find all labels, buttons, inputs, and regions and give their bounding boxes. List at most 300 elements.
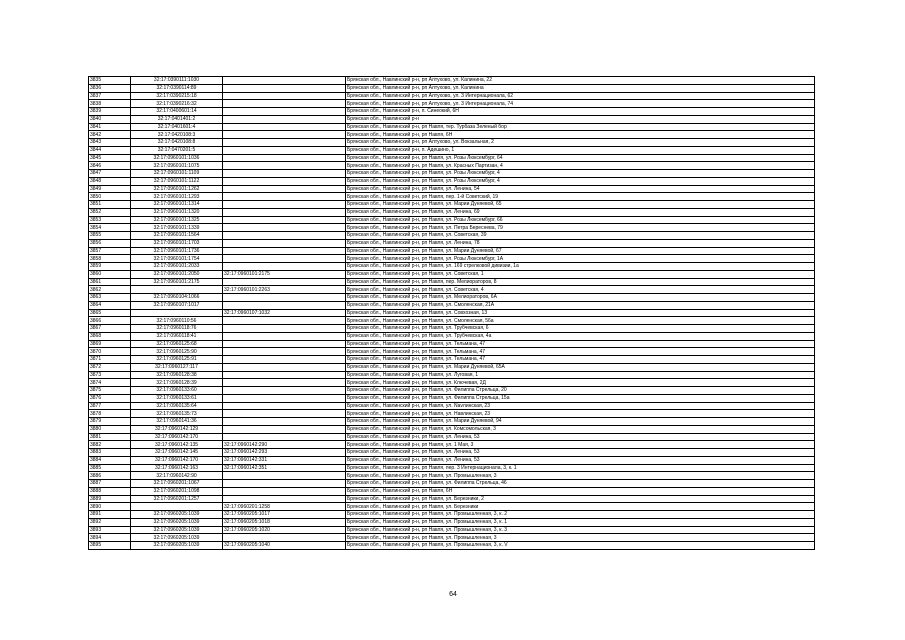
cadastral-number-cell: 32:17:0960101:2033 — [131, 263, 223, 271]
row-number-cell: 3855 — [89, 232, 131, 240]
table-row — [89, 162, 815, 170]
table-row — [89, 433, 815, 441]
related-cadastral-cell — [223, 146, 346, 154]
related-cadastral-cell — [223, 379, 346, 387]
table-row — [89, 301, 815, 309]
related-cadastral-cell: 32:17:0960205:1017 — [223, 511, 346, 519]
row-number-cell: 3884 — [89, 456, 131, 464]
related-cadastral-cell — [223, 162, 346, 170]
address-cell: Брянская обл., Навлинский р-н, рп Навля, ул. Марии Дуняевой, 67 — [346, 247, 815, 255]
address-cell: Брянская обл., Навлинский р-н, рп Навля, ул. Розы Люксембург, 4 — [346, 177, 815, 185]
address-cell: Брянская обл., Навлинский р-н, рп Навля, ул. Ленина, 54 — [346, 185, 815, 193]
cadastral-number-cell: 32:17:0960205:1039 — [131, 518, 223, 526]
cadastral-number-cell: 32:17:0960101:1339 — [131, 224, 223, 232]
cadastral-number-cell: 32:17:0960101:1325 — [131, 216, 223, 224]
related-cadastral-cell — [223, 534, 346, 542]
address-cell: Брянская обл., Навлинский р-н, п. Синеокий, 6Н — [346, 108, 815, 116]
cadastral-number-cell: 32:17:0960128:39 — [131, 379, 223, 387]
address-cell: Брянская обл., Навлинский р-н, рп Навля, ул. Филиппа Стрельца, 20 — [346, 387, 815, 395]
cadastral-number-cell: 32:17:0960125:91 — [131, 356, 223, 364]
cadastral-number-cell: 32:17:0960133:60 — [131, 387, 223, 395]
cadastral-number-cell: 32:17:0960101:1293 — [131, 193, 223, 201]
related-cadastral-cell — [223, 402, 346, 410]
cadastral-number-cell: 32:17:0960142:163 — [131, 464, 223, 472]
address-cell: Брянская обл., Навлинский р-н, рп Навля, ул. Совхозная, 13 — [346, 309, 815, 317]
address-cell: Брянская обл., Навлинский р-н, рп Алтухово, ул. 3 Интернационала, 62 — [346, 92, 815, 100]
cadastral-number-cell: 32:17:0960101:1036 — [131, 154, 223, 162]
related-cadastral-cell — [223, 239, 346, 247]
row-number-cell: 3881 — [89, 433, 131, 441]
row-number-cell: 3842 — [89, 131, 131, 139]
related-cadastral-cell — [223, 301, 346, 309]
cadastral-number-cell: 32:17:0960142:129 — [131, 425, 223, 433]
table-row — [89, 325, 815, 333]
cadastral-number-cell: 32:17:0390114:89 — [131, 84, 223, 92]
row-number-cell: 3885 — [89, 464, 131, 472]
row-number-cell: 3843 — [89, 139, 131, 147]
cadastral-number-cell: 32:17:0960128:38 — [131, 371, 223, 379]
address-cell: Брянская обл., Навлинский р-н, рп Алтухово, ул. Вокзальная, 2 — [346, 139, 815, 147]
row-number-cell: 3873 — [89, 371, 131, 379]
address-cell: Брянская обл., Навлинский р-н, рп Навля, ул. Тельмана, 47 — [346, 356, 815, 364]
related-cadastral-cell — [223, 294, 346, 302]
related-cadastral-cell — [223, 216, 346, 224]
address-cell: Брянская обл., Навлинский р-н, рп Навля, ул. Ключевая, 2Д — [346, 379, 815, 387]
row-number-cell: 3869 — [89, 340, 131, 348]
row-number-cell: 3888 — [89, 487, 131, 495]
related-cadastral-cell — [223, 263, 346, 271]
cadastral-number-cell: 32:17:0390215:18 — [131, 92, 223, 100]
cadastral-number-cell: 32:17:0470201:5 — [131, 146, 223, 154]
table-row — [89, 480, 815, 488]
row-number-cell: 3858 — [89, 255, 131, 263]
related-cadastral-cell — [223, 425, 346, 433]
related-cadastral-cell — [223, 348, 346, 356]
cadastral-number-cell: 32:17:0420108:3 — [131, 131, 223, 139]
cadastral-number-cell: 32:17:0960201:1067 — [131, 480, 223, 488]
related-cadastral-cell — [223, 131, 346, 139]
cadastral-number-cell — [131, 309, 223, 317]
related-cadastral-cell — [223, 340, 346, 348]
cadastral-number-cell: 32:17:0960101:1262 — [131, 185, 223, 193]
row-number-cell: 3876 — [89, 394, 131, 402]
table-row — [89, 464, 815, 472]
row-number-cell: 3865 — [89, 309, 131, 317]
cadastral-number-cell: 32:17:0960107:1017 — [131, 301, 223, 309]
address-cell: Брянская обл., Навлинский р-н, рп Навля, ул. Трубчевская, 6 — [346, 325, 815, 333]
related-cadastral-cell — [223, 387, 346, 395]
row-number-cell: 3863 — [89, 294, 131, 302]
cadastral-number-cell: 32:17:0420108:8 — [131, 139, 223, 147]
address-cell: Брянская обл., Навлинский р-н, рп Навля, пер. 3 Интернационала, 3, к. 1 — [346, 464, 815, 472]
related-cadastral-cell: 32:17:0960107:1032 — [223, 309, 346, 317]
cadastral-number-cell: 32:17:0960101:1075 — [131, 162, 223, 170]
row-number-cell: 3891 — [89, 511, 131, 519]
table-row — [89, 294, 815, 302]
table-row — [89, 418, 815, 426]
cadastral-number-cell: 32:17:0960135:73 — [131, 410, 223, 418]
cadastral-number-cell: 32:17:0400601:14 — [131, 108, 223, 116]
table-row — [89, 441, 815, 449]
table-body — [89, 77, 815, 550]
related-cadastral-cell — [223, 84, 346, 92]
table-row — [89, 154, 815, 162]
cadastral-number-cell: 32:17:0390111:1030 — [131, 77, 223, 85]
address-cell: Брянская обл., Навлинский р-н, рп Алтухово, ул. Калинина — [346, 84, 815, 92]
table-row — [89, 177, 815, 185]
table-row — [89, 425, 815, 433]
cadastral-number-cell: 32:17:0960101:1754 — [131, 255, 223, 263]
related-cadastral-cell — [223, 433, 346, 441]
related-cadastral-cell — [223, 224, 346, 232]
table-row — [89, 348, 815, 356]
related-cadastral-cell — [223, 154, 346, 162]
row-number-cell: 3868 — [89, 332, 131, 340]
related-cadastral-cell — [223, 232, 346, 240]
cadastral-number-cell: 32:17:0960142:145 — [131, 449, 223, 457]
cadastral-number-cell: 32:17:0960118:41 — [131, 332, 223, 340]
row-number-cell: 3835 — [89, 77, 131, 85]
related-cadastral-cell: 32:17:0960142:351 — [223, 464, 346, 472]
related-cadastral-cell — [223, 139, 346, 147]
address-cell: Брянская обл., Навлинский р-н, рп Навля, ул. Красных Партизан, 4 — [346, 162, 815, 170]
table-row — [89, 495, 815, 503]
address-cell: Брянская обл., Навлинский р-н, рп Навля, ул. Марии Дуняевой, 65А — [346, 363, 815, 371]
table-row — [89, 92, 815, 100]
table-row — [89, 216, 815, 224]
related-cadastral-cell — [223, 123, 346, 131]
table-row — [89, 286, 815, 294]
cadastral-number-cell: 32:17:0960205:1039 — [131, 511, 223, 519]
table-row — [89, 487, 815, 495]
address-cell: Брянская обл., Навлинский р-н, рп Алтухово, ул. Калинина, 22 — [346, 77, 815, 85]
table-row — [89, 503, 815, 511]
row-number-cell: 3878 — [89, 410, 131, 418]
row-number-cell: 3886 — [89, 472, 131, 480]
address-cell: Брянская обл., Навлинский р-н, рп Навля, ул. Филиппа Стрельца, 46 — [346, 480, 815, 488]
related-cadastral-cell — [223, 100, 346, 108]
address-cell: Брянская обл., Навлинский р-н, рп Навля, 6Н — [346, 131, 815, 139]
table-row — [89, 185, 815, 193]
table-row — [89, 201, 815, 209]
address-cell: Брянская обл., Навлинский р-н, рп Алтухово, ул. 3 Интернационала, 74 — [346, 100, 815, 108]
address-cell: Брянская обл., Навлинский р-н, рп Навля, ул. Советская, 4 — [346, 286, 815, 294]
related-cadastral-cell — [223, 371, 346, 379]
row-number-cell: 3877 — [89, 402, 131, 410]
row-number-cell: 3889 — [89, 495, 131, 503]
address-cell: Брянская обл., Навлинский р-н, рп Навля, ул. Петра Береснева, 79 — [346, 224, 815, 232]
row-number-cell: 3854 — [89, 224, 131, 232]
address-cell: Брянская обл., Навлинский р-н, рп Навля, ул. Советская, 39 — [346, 232, 815, 240]
related-cadastral-cell — [223, 495, 346, 503]
table-row — [89, 170, 815, 178]
cadastral-number-cell: 32:17:0960101:1320 — [131, 208, 223, 216]
row-number-cell: 3857 — [89, 247, 131, 255]
cadastral-number-cell: 32:17:0960125:68 — [131, 340, 223, 348]
address-cell: Брянская обл., Навлинский р-н, рп Навля, ул. Ленина, 69 — [346, 208, 815, 216]
address-cell: Брянская обл., Навлинский р-н, рп Навля, ул. Ленина, 78 — [346, 239, 815, 247]
table-row — [89, 456, 815, 464]
table-row — [89, 394, 815, 402]
cadastral-number-cell: 32:17:0960101:1736 — [131, 247, 223, 255]
table-row — [89, 534, 815, 542]
row-number-cell: 3841 — [89, 123, 131, 131]
table-row — [89, 100, 815, 108]
related-cadastral-cell — [223, 278, 346, 286]
related-cadastral-cell — [223, 480, 346, 488]
row-number-cell: 3840 — [89, 115, 131, 123]
table-row — [89, 108, 815, 116]
cadastral-number-cell: 32:17:0960127:117 — [131, 363, 223, 371]
cadastral-number-cell: 32:17:0960101:2050 — [131, 270, 223, 278]
cadastral-number-cell: 32:17:0960101:1109 — [131, 170, 223, 178]
cadastral-number-cell: 32:17:0960125:90 — [131, 348, 223, 356]
row-number-cell: 3871 — [89, 356, 131, 364]
row-number-cell: 3861 — [89, 278, 131, 286]
table-row — [89, 449, 815, 457]
address-cell: Брянская обл., Навлинский р-н, рп Навля, ул. Луговая, 1 — [346, 371, 815, 379]
related-cadastral-cell: 32:17:0960205:1020 — [223, 526, 346, 534]
cadastral-number-cell: 32:17:0960101:1122 — [131, 177, 223, 185]
address-cell: Брянская обл., Навлинский р-н, рп Навля, ул. Розы Люксембург, 64 — [346, 154, 815, 162]
table-row — [89, 247, 815, 255]
table-row — [89, 542, 815, 550]
address-cell: Брянская обл., Навлинский р-н, рп Навля, ул. Тельмана, 47 — [346, 340, 815, 348]
cadastral-number-cell: 32:17:0960142:135 — [131, 441, 223, 449]
row-number-cell: 3838 — [89, 100, 131, 108]
related-cadastral-cell — [223, 208, 346, 216]
related-cadastral-cell: 32:17:0960101:2263 — [223, 286, 346, 294]
address-cell: Брянская обл., Навлинский р-н, рп Навля, ул. Промышленная, 3, к. V — [346, 542, 815, 550]
address-cell: Брянская обл., Навлинский р-н, рп Навля, пер. 1-й Советский, 19 — [346, 193, 815, 201]
row-number-cell: 3867 — [89, 325, 131, 333]
table-row — [89, 410, 815, 418]
related-cadastral-cell — [223, 325, 346, 333]
related-cadastral-cell: 32:17:0960101:2175 — [223, 270, 346, 278]
address-cell: Брянская обл., Навлинский р-н, рп Навля, ул. Navлинская, 23 — [346, 402, 815, 410]
cadastral-number-cell: 32:17:0960118:76 — [131, 325, 223, 333]
related-cadastral-cell — [223, 177, 346, 185]
related-cadastral-cell — [223, 418, 346, 426]
table-row — [89, 131, 815, 139]
table-row — [89, 371, 815, 379]
cadastral-number-cell — [131, 503, 223, 511]
address-cell: Брянская обл., Навлинский р-н, рп Навля, ул. Навлинская, 23 — [346, 410, 815, 418]
table-row — [89, 511, 815, 519]
table-row — [89, 208, 815, 216]
table-row — [89, 224, 815, 232]
cadastral-number-cell: 32:17:0960101:1564 — [131, 232, 223, 240]
table-row — [89, 263, 815, 271]
row-number-cell: 3849 — [89, 185, 131, 193]
cadastral-number-cell: 32:17:0960201:1257 — [131, 495, 223, 503]
address-cell: Брянская обл., Навлинский р-н, рп Навля, тер. Турбаза Зеленый бор — [346, 123, 815, 131]
cadastral-number-cell: 32:17:0960205:1039 — [131, 534, 223, 542]
row-number-cell: 3836 — [89, 84, 131, 92]
table-row — [89, 340, 815, 348]
row-number-cell: 3856 — [89, 239, 131, 247]
table-row — [89, 317, 815, 325]
address-cell: Брянская обл., Навлинский р-н, рп Навля, ул. Смоленская, 56а — [346, 317, 815, 325]
related-cadastral-cell: 32:17:0960205:1040 — [223, 542, 346, 550]
row-number-cell: 3893 — [89, 526, 131, 534]
row-number-cell: 3887 — [89, 480, 131, 488]
address-cell: Брянская обл., Навлинский р-н, рп Навля, ул. 1 Мая, 3 — [346, 441, 815, 449]
related-cadastral-cell: 32:17:0960142:293 — [223, 449, 346, 457]
row-number-cell: 3848 — [89, 177, 131, 185]
address-cell: Брянская обл., Навлинский р-н, рп Навля, ул. Розы Люксембург, 66 — [346, 216, 815, 224]
related-cadastral-cell — [223, 77, 346, 85]
row-number-cell: 3872 — [89, 363, 131, 371]
related-cadastral-cell — [223, 201, 346, 209]
cadastral-number-cell: 32:17:0960142:90 — [131, 472, 223, 480]
related-cadastral-cell — [223, 317, 346, 325]
row-number-cell: 3870 — [89, 348, 131, 356]
address-cell: Брянская обл., Навлинский р-н, рп Навля, ул. Промышленная, 3 — [346, 534, 815, 542]
address-cell: Брянская обл., Навлинский р-н, рп Навля, ул. Советская, 1 — [346, 270, 815, 278]
table-row — [89, 270, 815, 278]
table-row — [89, 332, 815, 340]
table-row — [89, 518, 815, 526]
related-cadastral-cell — [223, 92, 346, 100]
row-number-cell: 3882 — [89, 441, 131, 449]
address-cell: Брянская обл., Навлинский р-н, рп Навля, 6Н — [346, 487, 815, 495]
table-row — [89, 356, 815, 364]
related-cadastral-cell: 32:17:0960142:290 — [223, 441, 346, 449]
cadastral-number-cell: 32:17:0960205:1039 — [131, 526, 223, 534]
related-cadastral-cell: 32:17:0960142:331 — [223, 456, 346, 464]
cadastral-registry-table — [88, 76, 815, 550]
row-number-cell: 3860 — [89, 270, 131, 278]
table-row — [89, 387, 815, 395]
row-number-cell: 3862 — [89, 286, 131, 294]
address-cell: Брянская обл., Навлинский р-н, рп Навля, ул. Мелиораторов, 6А — [346, 294, 815, 302]
row-number-cell: 3853 — [89, 216, 131, 224]
table-row — [89, 239, 815, 247]
address-cell: Брянская обл., Навлинский р-н, рп Навля, ул. Промышленная, 3, к. 2 — [346, 511, 815, 519]
row-number-cell: 3850 — [89, 193, 131, 201]
row-number-cell: 3875 — [89, 387, 131, 395]
address-cell: Брянская обл., Навлинский р-н, рп Навля, ул. Промышленная, 3, к. 1 — [346, 518, 815, 526]
table-row — [89, 309, 815, 317]
row-number-cell: 3874 — [89, 379, 131, 387]
cadastral-number-cell: 32:17:0960205:1039 — [131, 542, 223, 550]
related-cadastral-cell — [223, 394, 346, 402]
row-number-cell: 3839 — [89, 108, 131, 116]
table-row — [89, 232, 815, 240]
cadastral-number-cell: 32:17:0390216:32 — [131, 100, 223, 108]
table-row — [89, 123, 815, 131]
row-number-cell: 3846 — [89, 162, 131, 170]
related-cadastral-cell — [223, 363, 346, 371]
table-row — [89, 193, 815, 201]
related-cadastral-cell — [223, 170, 346, 178]
cadastral-number-cell: 32:17:0960201:1098 — [131, 487, 223, 495]
related-cadastral-cell — [223, 410, 346, 418]
address-cell: Брянская обл., Навлинский р-н, рп Навля, ул. Филиппа Стрельца, 15а — [346, 394, 815, 402]
row-number-cell: 3847 — [89, 170, 131, 178]
address-cell: Брянская обл., Навлинский р-н, рп Навля, ул. Промышленная, 3 — [346, 472, 815, 480]
related-cadastral-cell — [223, 247, 346, 255]
address-cell: Брянская обл., Навлинский р-н, рп Навля, ул. 169 стрелковой дивизии, 1а — [346, 263, 815, 271]
row-number-cell: 3892 — [89, 518, 131, 526]
table-row — [89, 526, 815, 534]
row-number-cell: 3895 — [89, 542, 131, 550]
table-row — [89, 379, 815, 387]
address-cell: Брянская обл., Навлинский р-н, рп Навля, ул. Ленина, 53 — [346, 456, 815, 464]
row-number-cell: 3864 — [89, 301, 131, 309]
related-cadastral-cell — [223, 255, 346, 263]
row-number-cell: 3844 — [89, 146, 131, 154]
page-number: 64 — [449, 591, 457, 598]
address-cell: Брянская обл., Навлинский р-н, рп Навля, ул. Тельмана, 47 — [346, 348, 815, 356]
address-cell: Брянская обл., Навлинский р-н, рп Навля, ул. Марии Дуняевой, 94 — [346, 418, 815, 426]
address-cell: Брянская обл., Навлинский р-н, рп Навля, пер. Мелиораторов, 8 — [346, 278, 815, 286]
address-cell: Брянская обл., Навлинский р-н, п. Адешино, 1 — [346, 146, 815, 154]
row-number-cell: 3852 — [89, 208, 131, 216]
related-cadastral-cell: 32:17:0960201:1258 — [223, 503, 346, 511]
related-cadastral-cell — [223, 356, 346, 364]
related-cadastral-cell — [223, 193, 346, 201]
related-cadastral-cell — [223, 185, 346, 193]
address-cell: Брянская обл., Навлинский р-н, рп Навля, ул. Ленина, 53 — [346, 433, 815, 441]
address-cell: Брянская обл., Навлинский р-н, рп Навля, ул. Трубчевская, 4а — [346, 332, 815, 340]
row-number-cell: 3859 — [89, 263, 131, 271]
row-number-cell: 3880 — [89, 425, 131, 433]
address-cell: Брянская обл., Навлинский р-н, рп Навля, ул. Ленина, 53 — [346, 449, 815, 457]
table-row — [89, 278, 815, 286]
cadastral-number-cell: 32:17:0960135:64 — [131, 402, 223, 410]
cadastral-number-cell: 32:17:0401601:4 — [131, 123, 223, 131]
cadastral-number-cell: 32:17:0960142:170 — [131, 433, 223, 441]
table-row — [89, 84, 815, 92]
cadastral-number-cell: 32:17:0960141:36 — [131, 418, 223, 426]
address-cell: Брянская обл., Навлинский р-н, рп Навля, ул. Комсомольская, 3 — [346, 425, 815, 433]
related-cadastral-cell — [223, 108, 346, 116]
row-number-cell: 3890 — [89, 503, 131, 511]
table-row — [89, 255, 815, 263]
cadastral-number-cell: 32:17:0960101:2175 — [131, 278, 223, 286]
cadastral-number-cell: 32:17:0960101:1314 — [131, 201, 223, 209]
cadastral-number-cell: 32:17:0960133:61 — [131, 394, 223, 402]
row-number-cell: 3879 — [89, 418, 131, 426]
address-cell: Брянская обл., Навлинский р-н, рп Навля, ул. Розы Люксембург, 1А — [346, 255, 815, 263]
table-row — [89, 146, 815, 154]
cadastral-number-cell: 32:17:0960110:56 — [131, 317, 223, 325]
table-row — [89, 139, 815, 147]
row-number-cell: 3866 — [89, 317, 131, 325]
cadastral-number-cell — [131, 286, 223, 294]
related-cadastral-cell: 32:17:0960205:1018 — [223, 518, 346, 526]
cadastral-number-cell: 32:17:0960104:1066 — [131, 294, 223, 302]
row-number-cell: 3883 — [89, 449, 131, 457]
related-cadastral-cell — [223, 332, 346, 340]
address-cell: Брянская обл., Навлинский р-н, рп Навля, ул. Марии Дуняевой, 65 — [346, 201, 815, 209]
row-number-cell: 3894 — [89, 534, 131, 542]
related-cadastral-cell — [223, 115, 346, 123]
table-row — [89, 402, 815, 410]
address-cell: Брянская обл., Навлинский р-н, рп Навля, ул. Березники, 2 — [346, 495, 815, 503]
address-cell: Брянская обл., Навлинский р-н, рп Навля, ул. Смоленская, 21А — [346, 301, 815, 309]
table-row — [89, 115, 815, 123]
address-cell: Брянская обл., Навлинский р-н, рп Навля, ул. Промышленная, 3, к. 3 — [346, 526, 815, 534]
table-row — [89, 363, 815, 371]
cadastral-number-cell: 32:17:0401401:2 — [131, 115, 223, 123]
related-cadastral-cell — [223, 472, 346, 480]
row-number-cell: 3851 — [89, 201, 131, 209]
cadastral-number-cell: 32:17:0960101:1703 — [131, 239, 223, 247]
table-row — [89, 77, 815, 85]
